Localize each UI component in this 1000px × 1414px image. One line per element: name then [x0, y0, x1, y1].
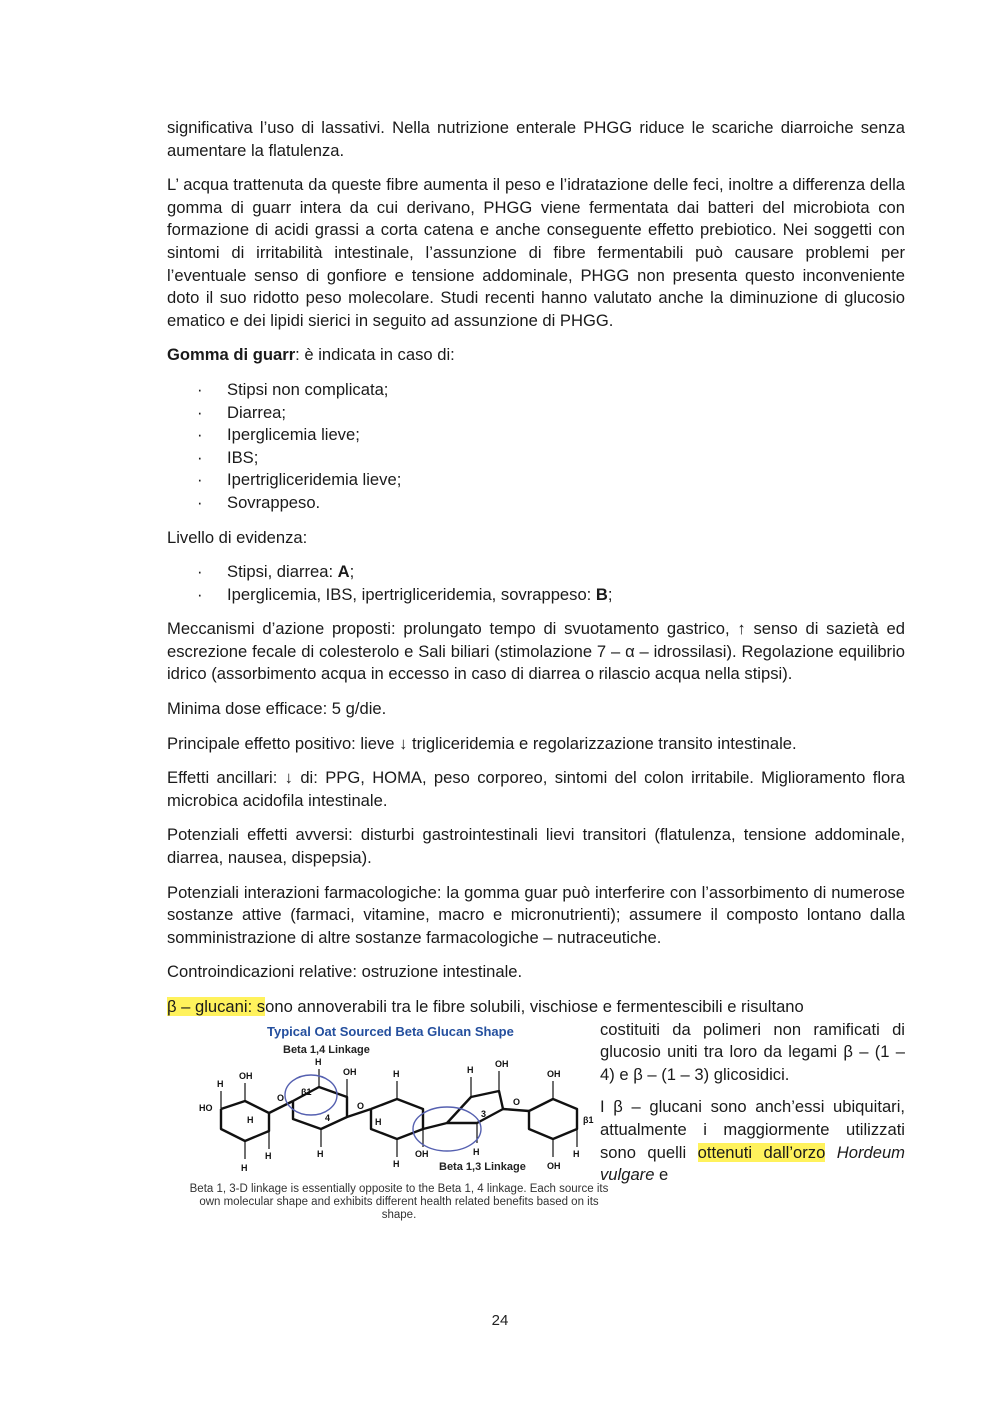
- evidence-text: Stipsi, diarrea:: [227, 562, 338, 582]
- paragraph-phgg-water: L’ acqua trattenuta da queste fibre aumenta il peso e l’idratazione delle feci, inoltre a differenza della gomma di guarr intera da cui derivano, PHGG viene fermentata dai batteri del microbiota con formazione di acidi grassi a corta catena e anche conseguente effetto prebiotico. Nei soggetti con sintomi di irritabilità intestinale, l’assunzione di fibre fermentabili può causare problemi per l’eventuale senso di gonfiore e tensione addominale, PHGG non presenta questo inconveniente doto il suo ridotto peso molecolare. Studi recenti hanno valutato anche la diminuzione di glucosio ematico e dei lipidi sierici in seguito ad assunzione di PHGG.: [167, 175, 905, 330]
- atom-label: OH: [495, 1058, 509, 1069]
- list-item: · Iperglicemia lieve;: [167, 424, 905, 447]
- atom-label: H: [467, 1064, 474, 1075]
- atom-label: H: [265, 1150, 272, 1161]
- atom-label: H: [393, 1158, 400, 1169]
- atom-label: O: [277, 1092, 285, 1103]
- atom-label: H: [473, 1146, 480, 1157]
- beta-side-text: [600, 1019, 905, 1197]
- atom-label: H: [573, 1148, 580, 1159]
- atom-label: H: [241, 1162, 248, 1173]
- beta-highlight: β – glucani: s: [167, 997, 266, 1016]
- species-name: Hordeum vulgare: [600, 1142, 905, 1185]
- document-page: [167, 117, 905, 1231]
- atom-label: H: [317, 1148, 324, 1159]
- evidence-label: Livello di evidenza:: [167, 527, 308, 547]
- paragraph-beta-sources: [600, 1096, 905, 1186]
- beta-glucan-block: [167, 1019, 905, 1231]
- evidence-text: Iperglicemia, IBS, ipertrigliceridemia, sovrappeso:: [227, 584, 596, 604]
- figure-label-beta14: Beta 1,4 Linkage: [283, 1043, 370, 1056]
- paragraph-interactions: Potenziali interazioni farmacologiche: la gomma guar può interferire con l’assorbimento di numerose sostanze attive (farmaci, vitamine, macro e micronutrienti); assumere il composto lontano dalla somministrazione di altre sostanze farmacologiche – nutraceutiche.: [167, 882, 905, 947]
- beta-sources-text: I β – glucani sono anch’essi ubiquitari, attualmente i maggiormente utilizzati sono quelli: [600, 1097, 905, 1162]
- paragraph-beta-glucans: [167, 996, 905, 1019]
- evidence-end: ;: [607, 584, 613, 604]
- list-item: [167, 584, 905, 607]
- evidence-level: A: [337, 562, 350, 582]
- atom-label: H: [393, 1068, 400, 1079]
- atom-label: O: [513, 1096, 521, 1107]
- list-item: [167, 561, 905, 584]
- list-item: · IBS;: [167, 447, 905, 470]
- evidence-list: [167, 561, 905, 606]
- atom-label: β1: [301, 1086, 312, 1097]
- list-item: · Sovrappeso.: [167, 492, 905, 515]
- figure-label-beta13: Beta 1,3 Linkage: [439, 1160, 526, 1173]
- paragraph-ancillary: Effetti ancillari: ↓ di: PPG, HOMA, peso corporeo, sintomi del colon irritabile. Miglioramento flora microbica acidofila intestinale.: [167, 768, 905, 810]
- paragraph-main-effect: Principale effetto positivo: lieve ↓ trigliceridemia e regolarizzazione transito intestinale.: [167, 733, 797, 753]
- atom-label: H: [375, 1116, 382, 1127]
- atom-label: OH: [547, 1160, 561, 1171]
- beta-sources-highlight: ottenuti dall’orzo: [697, 1142, 826, 1162]
- atom-label: 4: [325, 1112, 331, 1123]
- atom-label: H: [315, 1056, 322, 1067]
- evidence-end: ;: [349, 562, 355, 582]
- paragraph-beta-structure: costituiti da polimeri non ramificati di glucosio uniti tra loro da legami β – (1 – 4) e β – (1 – 3) glicosidici.: [600, 1019, 905, 1084]
- guar-title: Gomma di guarr: [167, 345, 296, 365]
- atom-label: H: [217, 1078, 224, 1089]
- atom-label: OH: [343, 1066, 357, 1077]
- figure-title: Typical Oat Sourced Beta Glucan Shape: [267, 1023, 514, 1039]
- guar-intro: : è indicata in caso di:: [295, 345, 455, 365]
- figure-caption: Beta 1, 3-D linkage is essentially opposite to the Beta 1, 4 linkage. Each source its own molecular shape and exhibits different health related benefits based on its shape.: [189, 1182, 609, 1221]
- beta-sources-end: e: [654, 1165, 669, 1185]
- paragraph-min-dose: Minima dose efficace: 5 g/die.: [167, 699, 387, 719]
- indications-list: [167, 379, 905, 515]
- list-item: · Diarrea;: [167, 402, 905, 425]
- molecule-diagram: [185, 1051, 605, 1181]
- paragraph-phgg-laxatives: significativa l’uso di lassativi. Nella nutrizione enterale PHGG riduce le scariche diarroiche senza aumentare la flatulenza.: [167, 118, 905, 160]
- atom-label: O: [357, 1100, 365, 1111]
- atom-label: OH: [547, 1068, 561, 1079]
- list-item: · Ipertrigliceridemia lieve;: [167, 469, 905, 492]
- beta-glucan-figure: [185, 1021, 609, 1231]
- atom-label: β1: [583, 1114, 594, 1125]
- list-item: · Stipsi non complicata;: [167, 379, 905, 402]
- paragraph-contraindications: Controindicazioni relative: ostruzione intestinale.: [167, 962, 523, 982]
- page-number: 24: [491, 1312, 509, 1329]
- atom-label: OH: [415, 1148, 429, 1159]
- atom-label: OH: [239, 1070, 253, 1081]
- paragraph-adverse: Potenziali effetti avversi: disturbi gastrointestinali lievi transitori (flatulenza, tensione addominale, diarrea, nausea, dispepsia).: [167, 825, 905, 868]
- atom-label: HO: [199, 1102, 213, 1113]
- atom-label: 3: [481, 1108, 487, 1119]
- beta-rest: ono annoverabili tra le fibre solubili, vischiose e fermentescibili e risultano: [265, 997, 804, 1016]
- evidence-level: B: [595, 584, 608, 604]
- paragraph-mechanisms: Meccanismi d’azione proposti: prolungato tempo di svuotamento gastrico, ↑ senso di sazietà ed escrezione fecale di colesterolo e Sali biliari (stimolazione 7 – α – idrossilasi). Regolazione equilibrio idrico (assorbimento acqua in eccesso in caso di diarrea o rilascio acqua nella stipsi).: [167, 619, 905, 684]
- atom-label: H: [247, 1114, 254, 1125]
- guar-heading: [167, 344, 905, 367]
